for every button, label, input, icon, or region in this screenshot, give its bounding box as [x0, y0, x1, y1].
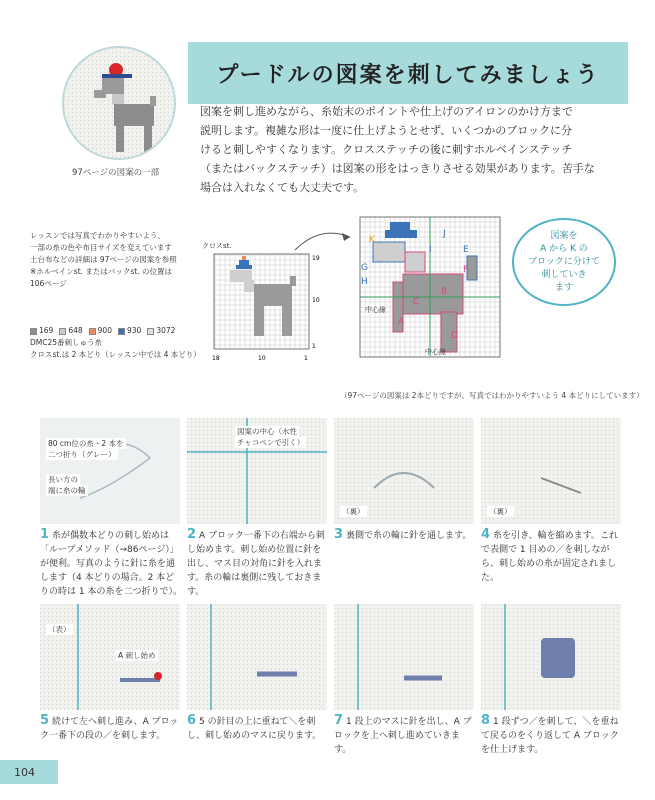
block-letter: G	[361, 263, 368, 273]
block-pattern-chart	[355, 212, 505, 362]
legend-code: 930	[126, 326, 142, 335]
block-letter: J	[443, 229, 446, 239]
block-letter: D	[451, 331, 458, 341]
step-text: A ブロック一番下の右端から刺し始めます。刺し始め位置に針を出し、マス目の対角に針を入れます。糸の輪は裏側に残しておきます。	[187, 531, 325, 597]
step-number: 1	[40, 527, 50, 542]
block-letter: B	[441, 287, 448, 297]
figure-note: （97ページの図案は 2本どりですが、写真ではわかりやすいよう 4 本どりにしています）	[340, 391, 644, 400]
swatch-icon	[118, 328, 125, 335]
block-letter: F	[463, 265, 469, 275]
swatch-icon	[30, 328, 37, 335]
photo-label: A 刺し始め	[118, 651, 156, 660]
swatch-icon	[59, 328, 66, 335]
photo-label: （裏）	[489, 507, 512, 516]
chart-cross-label: クロスst.	[202, 242, 232, 250]
center-line-label: 中心線	[365, 306, 386, 314]
poodle-photo-illustration	[64, 48, 176, 160]
lesson-note-line: 土台布などの詳細は 97ページの図案を参照	[30, 255, 177, 264]
legend-item	[59, 325, 82, 337]
legend-code: 169	[39, 326, 54, 335]
intro-line: 説明します。複雑な形は一度に仕上げようとせず、いくつかのブロックに分	[200, 124, 573, 137]
legend-row	[30, 325, 220, 337]
step-3	[334, 528, 476, 543]
legend-item	[147, 325, 175, 337]
step-number: 6	[187, 713, 197, 728]
step-1	[40, 528, 182, 599]
intro-line: （またはバックステッチ）は図案の形をはっきりさせる効果があります。苦手な	[200, 162, 595, 175]
photo-label: （表）	[48, 625, 71, 634]
chart-label-19: 19	[312, 255, 320, 262]
intro-line: けると刺しやすくなります。クロスステッチの後に刺すホルベインステッチ	[200, 143, 573, 156]
step-number: 8	[481, 713, 491, 728]
legend-code: 900	[97, 326, 112, 335]
block-letter: K	[369, 235, 375, 245]
step-photo-6	[187, 604, 327, 710]
chart-label-1: 1	[312, 343, 316, 350]
chart-label-18: 18	[212, 355, 220, 362]
step-text: 5 の針目の上に重ねて＼を刺し、刺し始めのマスに戻ります。	[187, 717, 322, 741]
legend-item	[89, 325, 112, 337]
page-number	[0, 760, 58, 784]
swatch-icon	[147, 328, 154, 335]
hero-embroidery-photo	[62, 46, 176, 160]
chart-label-1: 1	[304, 355, 308, 362]
block-letter: C	[413, 297, 420, 307]
step-number: 4	[481, 527, 491, 542]
title-bar	[188, 42, 628, 104]
lesson-note-line: 一部の糸の色や布目サイズを変えています	[30, 243, 172, 252]
step-7	[334, 714, 476, 757]
step-text: 1 段上のマスに針を出し、A ブロックを上へ刺し進めていきます。	[334, 717, 472, 755]
intro-line: 場合は入れなくても大丈夫です。	[200, 181, 365, 194]
photo-label: 図案の中心（水性	[237, 427, 297, 436]
step-text: 続けて左へ刺し進み、A ブロック一番下の段の／を刺します。	[40, 717, 179, 741]
step-number: 7	[334, 713, 344, 728]
step-text: 1 段ずつ／を刺して、＼を重ねて戻るのをくり返して A ブロックを仕上げます。	[481, 717, 619, 755]
legend-strands: クロスst.は 2 本どり（レッスン中では 4 本どり）	[30, 350, 201, 359]
legend-code: 648	[68, 326, 83, 335]
lesson-note	[30, 230, 220, 290]
photo-label: 端に糸の輪	[48, 486, 86, 495]
page-title: プードルの図案を刺してみましょう	[216, 62, 600, 88]
block-letter: I	[429, 245, 432, 255]
photo-label: 二つ折り（グレー）	[48, 450, 116, 459]
photo-label: 80 cm位の糸・2 本を	[48, 439, 124, 448]
arrow-icon	[290, 225, 360, 255]
chart-label-10: 10	[312, 297, 320, 304]
step-photo-4	[481, 418, 621, 524]
step-photo-8	[481, 604, 621, 710]
step-photo-3	[334, 418, 474, 524]
intro-line: 図案を刺し進めながら、糸始末のポイントや仕上げのアイロンのかけ方まで	[200, 105, 574, 118]
swatch-icon	[89, 328, 96, 335]
step-number: 5	[40, 713, 50, 728]
step-text: 糸を引き、輪を縮めます。これで表側で 1 目めの／を刺しながら、刺し始めの糸が固定されました。	[481, 531, 618, 583]
info-bubble-text: 図案を A から K の ブロックに分けて 刺していき ます	[528, 230, 600, 293]
photo-label: チャコペンで引く）	[237, 438, 305, 447]
lesson-note-line: レッスンでは写真でわかりやすいよう、	[30, 231, 165, 240]
legend-item	[30, 325, 53, 337]
block-letter: E	[463, 245, 469, 255]
step-text: 裏側で糸の輪に針を通します。	[346, 531, 472, 541]
step-6	[187, 714, 329, 743]
page-number-text: 104	[14, 765, 35, 779]
lesson-note-line: 106ページ	[30, 279, 67, 288]
block-letter: A	[398, 317, 405, 327]
hero-caption: 97ページの図案の一部	[72, 168, 160, 178]
step-4	[481, 528, 623, 585]
step-photo-7	[334, 604, 474, 710]
step-photo-5	[40, 604, 180, 710]
info-bubble	[512, 218, 616, 306]
step-8	[481, 714, 623, 757]
step-number: 3	[334, 527, 344, 542]
legend-code: 3072	[156, 326, 176, 335]
step-number: 2	[187, 527, 197, 542]
step-2	[187, 528, 329, 599]
step-text: 糸が偶数本どりの刺し始めは「ループメソッド（→86ページ）」が便利。写真のように針に糸を通します（4 本どりの場合。2 本どりの時は 1 本の糸を二つ折りで）。	[40, 531, 182, 597]
step-photo-1	[40, 418, 180, 524]
step-5	[40, 714, 182, 743]
lesson-note-line: ※ホルベインst. またはバックst. の位置は	[30, 267, 173, 276]
photo-label: 長い方の	[48, 475, 78, 484]
block-letter: H	[361, 277, 368, 287]
color-legend	[30, 325, 220, 361]
chart-label-10: 10	[258, 355, 266, 362]
photo-label: （裏）	[342, 507, 365, 516]
legend-thread: DMC25番刺しゅう糸	[30, 338, 103, 347]
center-line-label: 中心線	[425, 348, 446, 356]
step-photo-2	[187, 418, 327, 524]
intro-paragraph	[200, 102, 600, 197]
legend-item	[118, 325, 141, 337]
